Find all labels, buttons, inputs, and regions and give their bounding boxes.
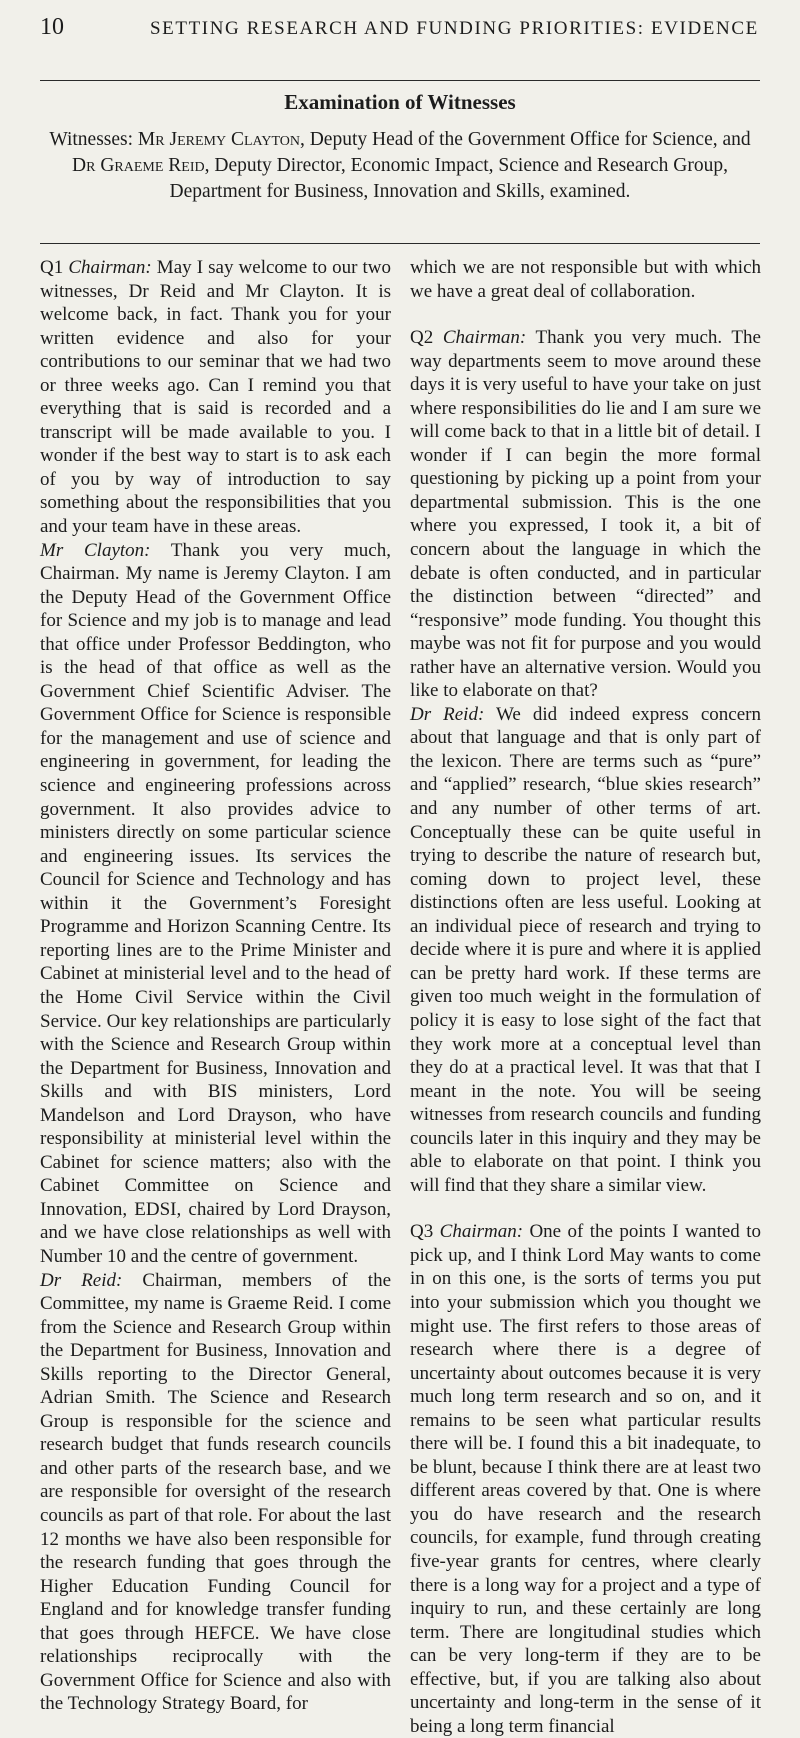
paragraph xyxy=(40,1269,391,1716)
question-number: Q3 xyxy=(410,1221,440,1243)
witness-1-name: Jeremy Clayton xyxy=(169,129,300,150)
paragraph xyxy=(40,539,391,1269)
speaker-label: Dr Reid: xyxy=(40,1269,123,1291)
paragraph-text: One of the points I wanted to pick up, and I think Lord May wants to come in on this one, is the sorts of terms you put into your submission which you thought we might use. The first refers to those areas of research where there is a degree of uncertainty about outcomes because it is very much long term research and so on, and it remains to be seen what particular results there will be. I found this a bit inadequate, to be blunt, because I think there are at least two different areas covered by that. One is where you do have research and the research councils, for example, fund through creating five-year grants for centres, where clearly there is a long way for a project and a type of inquiry to run, and these certainly are long term. There are longitudinal studies which can be very long-term if they are to be effective, but, if you are talking also about uncertainty and long-term in the sense of it being a long term financial xyxy=(410,1221,761,1737)
page-number: 10 xyxy=(40,14,64,40)
speaker-label: Dr Reid: xyxy=(410,703,485,725)
witness-1-title: Mr xyxy=(137,129,170,150)
right-column xyxy=(410,256,761,1737)
question-number: Q1 xyxy=(40,257,69,278)
paragraph xyxy=(410,256,761,303)
paragraph-text: We did indeed express concern about that language and that is only part of the lexicon. There are terms such as “pure” and “applied” research, “blue skies research” and any number of other terms of art. Conceptually these can be quite useful in trying to describe the nature of research but, coming down to project level, these distinctions often are less useful. Looking at an individual piece of research and trying to decide where it is pure and where it is applied can be pretty hard work. If these terms are given too much weight in the formulation of policy it is easy to lose sight of the fact that they work more at a conceptual level than they do at a practical level. It was that that I meant in the note. You will be seeing witnesses from research councils and funding councils later in this inquiry and they may be able to elaborate on that point. I think you will find that they share a similar view. xyxy=(410,703,761,1196)
running-head xyxy=(40,14,760,54)
speaker-label: Mr Clayton: xyxy=(40,539,151,561)
transcript-columns xyxy=(40,256,762,1737)
speaker-label: Chairman: xyxy=(439,1221,524,1243)
speaker-label: Chairman: xyxy=(68,257,152,278)
paragraph-text: Thank you very much, Chairman. My name is Jeremy Clayton. I am the Deputy Head of the Government Office for Science and my job is to manage and lead that office under Professor Beddington, who is the head of that office as well as the Government Chief Scientific Adviser. The Government Office for Science is responsible for the management and use of science and engineering in government, for leading the science and engineering professions across government. It also provides advice to ministers directly on some particular science and engineering issues. Its services the Council for Science and Technology and has within it the Government’s Foresight Programme and Horizon Scanning Centre. Its reporting lines are to the Prime Minister and Cabinet at ministerial level and to the head of the Home Civil Service within the Civil Service. Our key relationships are particularly with the Science and Research Group within the Department for Business, Innovation and Skills and with BIS ministers, Lord Mandelson and Lord Drayson, who have responsibility at ministerial level within the Cabinet for science matters; also with the Cabinet Committee on Science and Innovation, EDSI, chaired by Lord Drayson, and we have close relationships as well with Number 10 and the centre of government. xyxy=(40,539,391,1267)
witness-2-name: Graeme Reid xyxy=(100,155,205,176)
paragraph xyxy=(40,256,391,539)
paragraph-text: May I say welcome to our two witnesses, Dr Reid and Mr Clayton. It is welcome back, in fact. Thank you for your written evidence and also for your contributions to our seminar that we had two or three weeks ago. Can I remind you that everything that is said is recorded and a transcript will be made available to you. I wonder if the best way to start is to ask each of you by way of introduction to say something about the responsibilities that you and your team have in these areas. xyxy=(40,257,391,538)
paragraph-text: which we are not responsible but with which we have a great deal of collaboration. xyxy=(410,257,761,302)
witnesses-statement xyxy=(40,127,760,205)
paragraph xyxy=(410,1220,761,1738)
section-heading: Examination of Witnesses xyxy=(284,90,516,114)
running-title: SETTING RESEARCH AND FUNDING PRIORITIES: EVIDENCE xyxy=(150,18,759,39)
question-number: Q2 xyxy=(410,327,443,349)
section-rule xyxy=(40,243,760,244)
header-rule xyxy=(40,80,760,81)
witness-1-description: , Deputy Head of the Government Office for Science, and xyxy=(299,129,751,150)
paragraph-text: Chairman, members of the Committee, my name is Graeme Reid. I come from the Science and Research Group within the Department for Business, Innovation and Skills reporting to the Director General, Adrian Smith. The Science and Research Group is responsible for the science and research budget that funds research councils and other parts of the research base, and we are responsible for oversight of the research councils as part of that role. For about the last 12 months we have also been responsible for the research funding that goes through the Higher Education Funding Council for England and for knowledge transfer funding that goes through HEFCE. We have close relationships reciprocally with the Government Office for Science and also with the Technology Strategy Board, for xyxy=(40,1269,392,1715)
paragraph xyxy=(410,326,761,703)
witness-2-description: , Deputy Director, Economic Impact, Science and Research Group, Department for Business, Innovation and Skills, examined. xyxy=(169,155,728,202)
witnesses-prefix: Witnesses: xyxy=(49,129,138,150)
paragraph xyxy=(410,703,761,1197)
paragraph-text: Thank you very much. The way departments seem to move around these days it is very useful to have your take on just where responsibilities do lie and I am sure we will come back to that in a little bit of detail. I wonder if I can begin the more formal questioning by picking up a point from your departmental submission. This is the one where you expressed, I took it, a bit of concern about the language in which the debate is often conducted, and in particular the distinction between “directed” and “responsive” mode funding. You thought this maybe was not fit for purpose and you would rather have an alternative version. Would you like to elaborate on that? xyxy=(410,327,761,702)
left-column xyxy=(40,256,392,1715)
witness-2-title: Dr xyxy=(72,155,101,176)
speaker-label: Chairman: xyxy=(442,327,527,349)
